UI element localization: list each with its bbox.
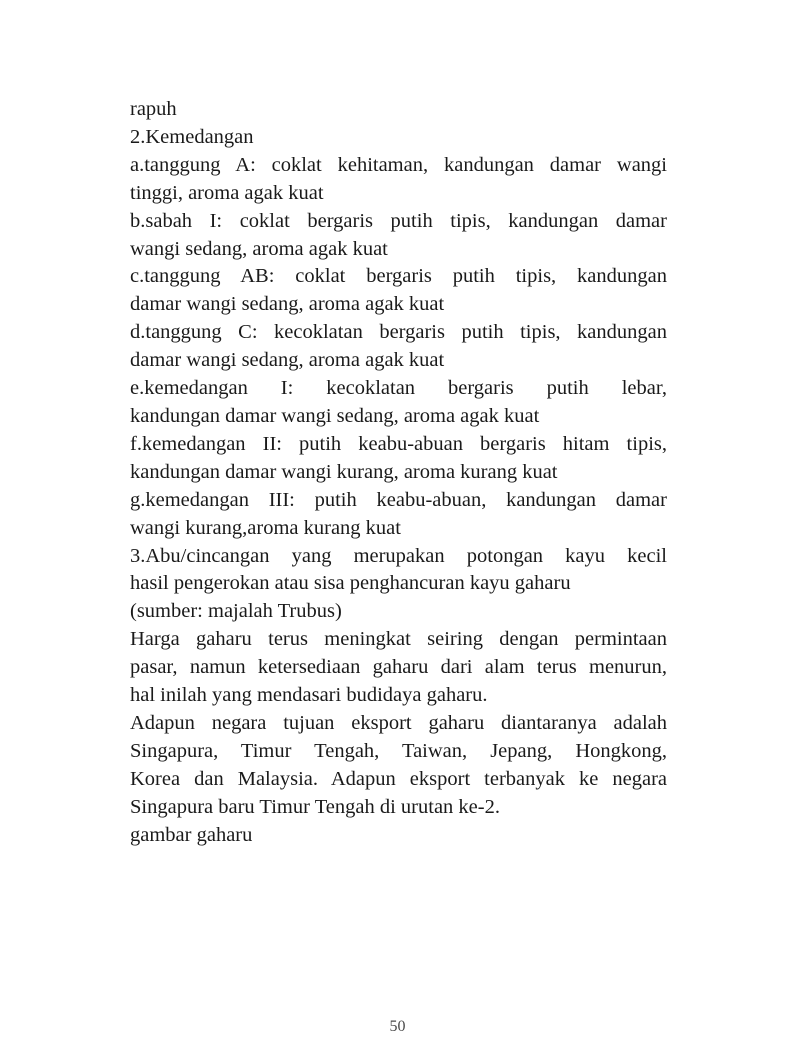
text-line: c.tanggung AB: coklat bergaris putih tipis, kandungan <box>130 265 667 288</box>
text-line: d.tanggung C: kecoklatan bergaris putih tipis, kandungan <box>130 321 667 344</box>
text-line: Harga gaharu terus meningkat seiring dengan permintaan <box>130 628 667 651</box>
text-line: tinggi, aroma agak kuat <box>130 181 324 204</box>
text-line: 3.Abu/cincangan yang merupakan potongan kayu kecil <box>130 544 667 567</box>
text-line: Singapura, Timur Tengah, Taiwan, Jepang, Hongkong, <box>130 739 667 762</box>
text-line: hal inilah yang mendasari budidaya gaharu. <box>130 684 488 707</box>
text-line: Korea dan Malaysia. Adapun eksport terbanyak ke negara <box>130 767 667 790</box>
text-line: pasar, namun ketersediaan gaharu dari alam terus menurun, <box>130 656 667 679</box>
text-line: f.kemedangan II: putih keabu-abuan bergaris hitam tipis, <box>130 432 667 455</box>
text-line: Singapura baru Timur Tengah di urutan ke-2. <box>130 795 500 818</box>
text-line: gambar gaharu <box>130 823 253 846</box>
text-line: (sumber: majalah Trubus) <box>130 600 342 623</box>
body-text <box>130 96 667 849</box>
text-line: 2.Kemedangan <box>130 125 254 148</box>
text-line: b.sabah I: coklat bergaris putih tipis, kandungan damar <box>130 209 667 232</box>
text-line: rapuh <box>130 98 177 120</box>
text-line: kandungan damar wangi kurang, aroma kurang kuat <box>130 460 558 483</box>
text-line: damar wangi sedang, aroma agak kuat <box>130 349 445 372</box>
page-number: 50 <box>389 1018 406 1035</box>
text-line: Adapun negara tujuan eksport gaharu diantaranya adalah <box>130 711 667 734</box>
text-line: a.tanggung A: coklat kehitaman, kandungan damar wangi <box>130 153 667 176</box>
text-line: kandungan damar wangi sedang, aroma agak kuat <box>130 404 540 427</box>
text-line: wangi sedang, aroma agak kuat <box>130 237 388 260</box>
text-line: wangi kurang,aroma kurang kuat <box>130 516 401 539</box>
text-line: damar wangi sedang, aroma agak kuat <box>130 293 445 316</box>
text-line: hasil pengerokan atau sisa penghancuran kayu gaharu <box>130 572 571 595</box>
text-line: g.kemedangan III: putih keabu-abuan, kandungan damar <box>130 488 667 511</box>
text-line: e.kemedangan I: kecoklatan bergaris putih lebar, <box>130 377 667 400</box>
